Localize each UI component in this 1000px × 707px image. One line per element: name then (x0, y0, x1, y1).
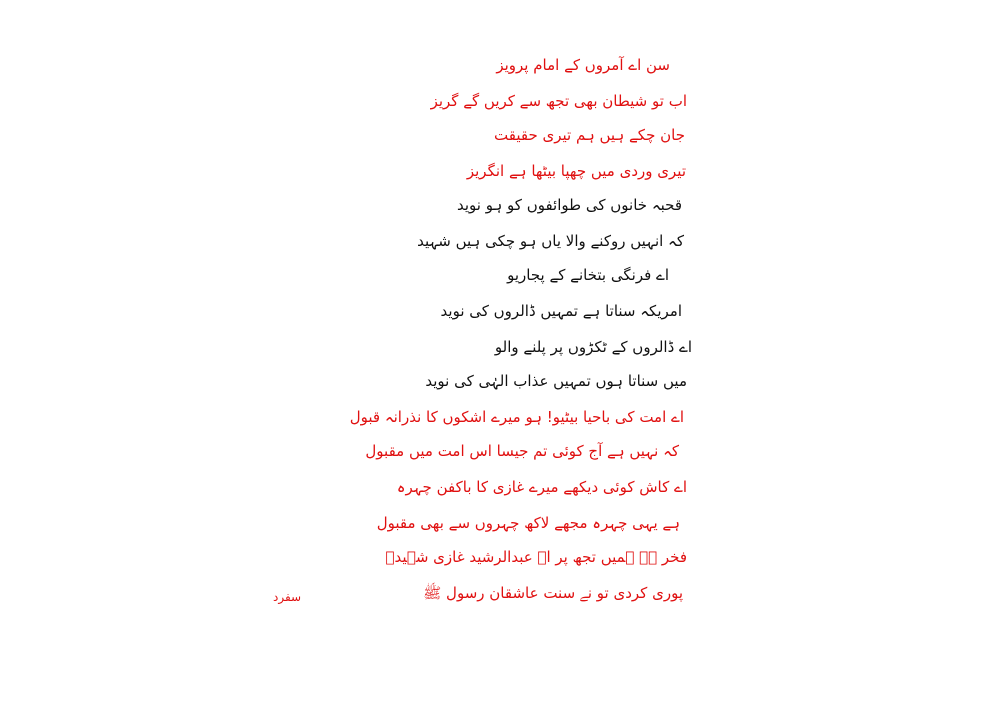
poem-line-4: تیری وردی میں چھپا بیٹھا ہے انگریز (466, 162, 686, 180)
poem-line-15: فخر ہے ہمیں تجھ پر اے عبدالرشید غازی شہیدؒ (385, 548, 687, 566)
poem-line-16: پوری کردی تو نے سنت عاشقان رسول ﷺ (423, 584, 683, 602)
poem-line-11: اے امت کی باحیا بیٹیو! ہو میرے اشکوں کا نذرانہ قبول (349, 408, 684, 426)
poem-line-14: ہے یہی چہرہ مجھے لاکھ چہروں سے بھی مقبول (376, 514, 680, 532)
poem-line-7: اے فرنگی بتخانے کے پجاریو (507, 266, 669, 284)
poem-line-3: جان چکے ہیں ہم تیری حقیقت (494, 126, 685, 144)
poet-signature: سفرد (273, 590, 302, 604)
poem-line-8: امریکہ سناتا ہے تمہیں ڈالروں کی نوید (440, 302, 682, 320)
poem-line-13: اے کاش کوئی دیکھے میرے غازی کا باکفن چہرہ (396, 478, 687, 496)
poem-line-2: اب تو شیطان بھی تجھ سے کریں گے گریز (430, 92, 687, 110)
poem-line-9: اے ڈالروں کے ٹکڑوں پر پلنے والو (494, 338, 692, 356)
poem-line-6: کہ انہیں روکنے والا یاں ہو چکی ہیں شہید (417, 232, 684, 250)
poem-line-12: کہ نہیں ہے آج کوئی تم جیسا اس امت میں مقبول (365, 442, 679, 460)
poem-line-1: سن اے آمروں کے امام پرویز (496, 56, 670, 74)
poem-line-10: میں سناتا ہوں تمہیں عذاب الہٰی کی نوید (425, 372, 687, 390)
poem-line-5: قحبہ خانوں کی طوائفوں کو ہو نوید (457, 196, 682, 214)
